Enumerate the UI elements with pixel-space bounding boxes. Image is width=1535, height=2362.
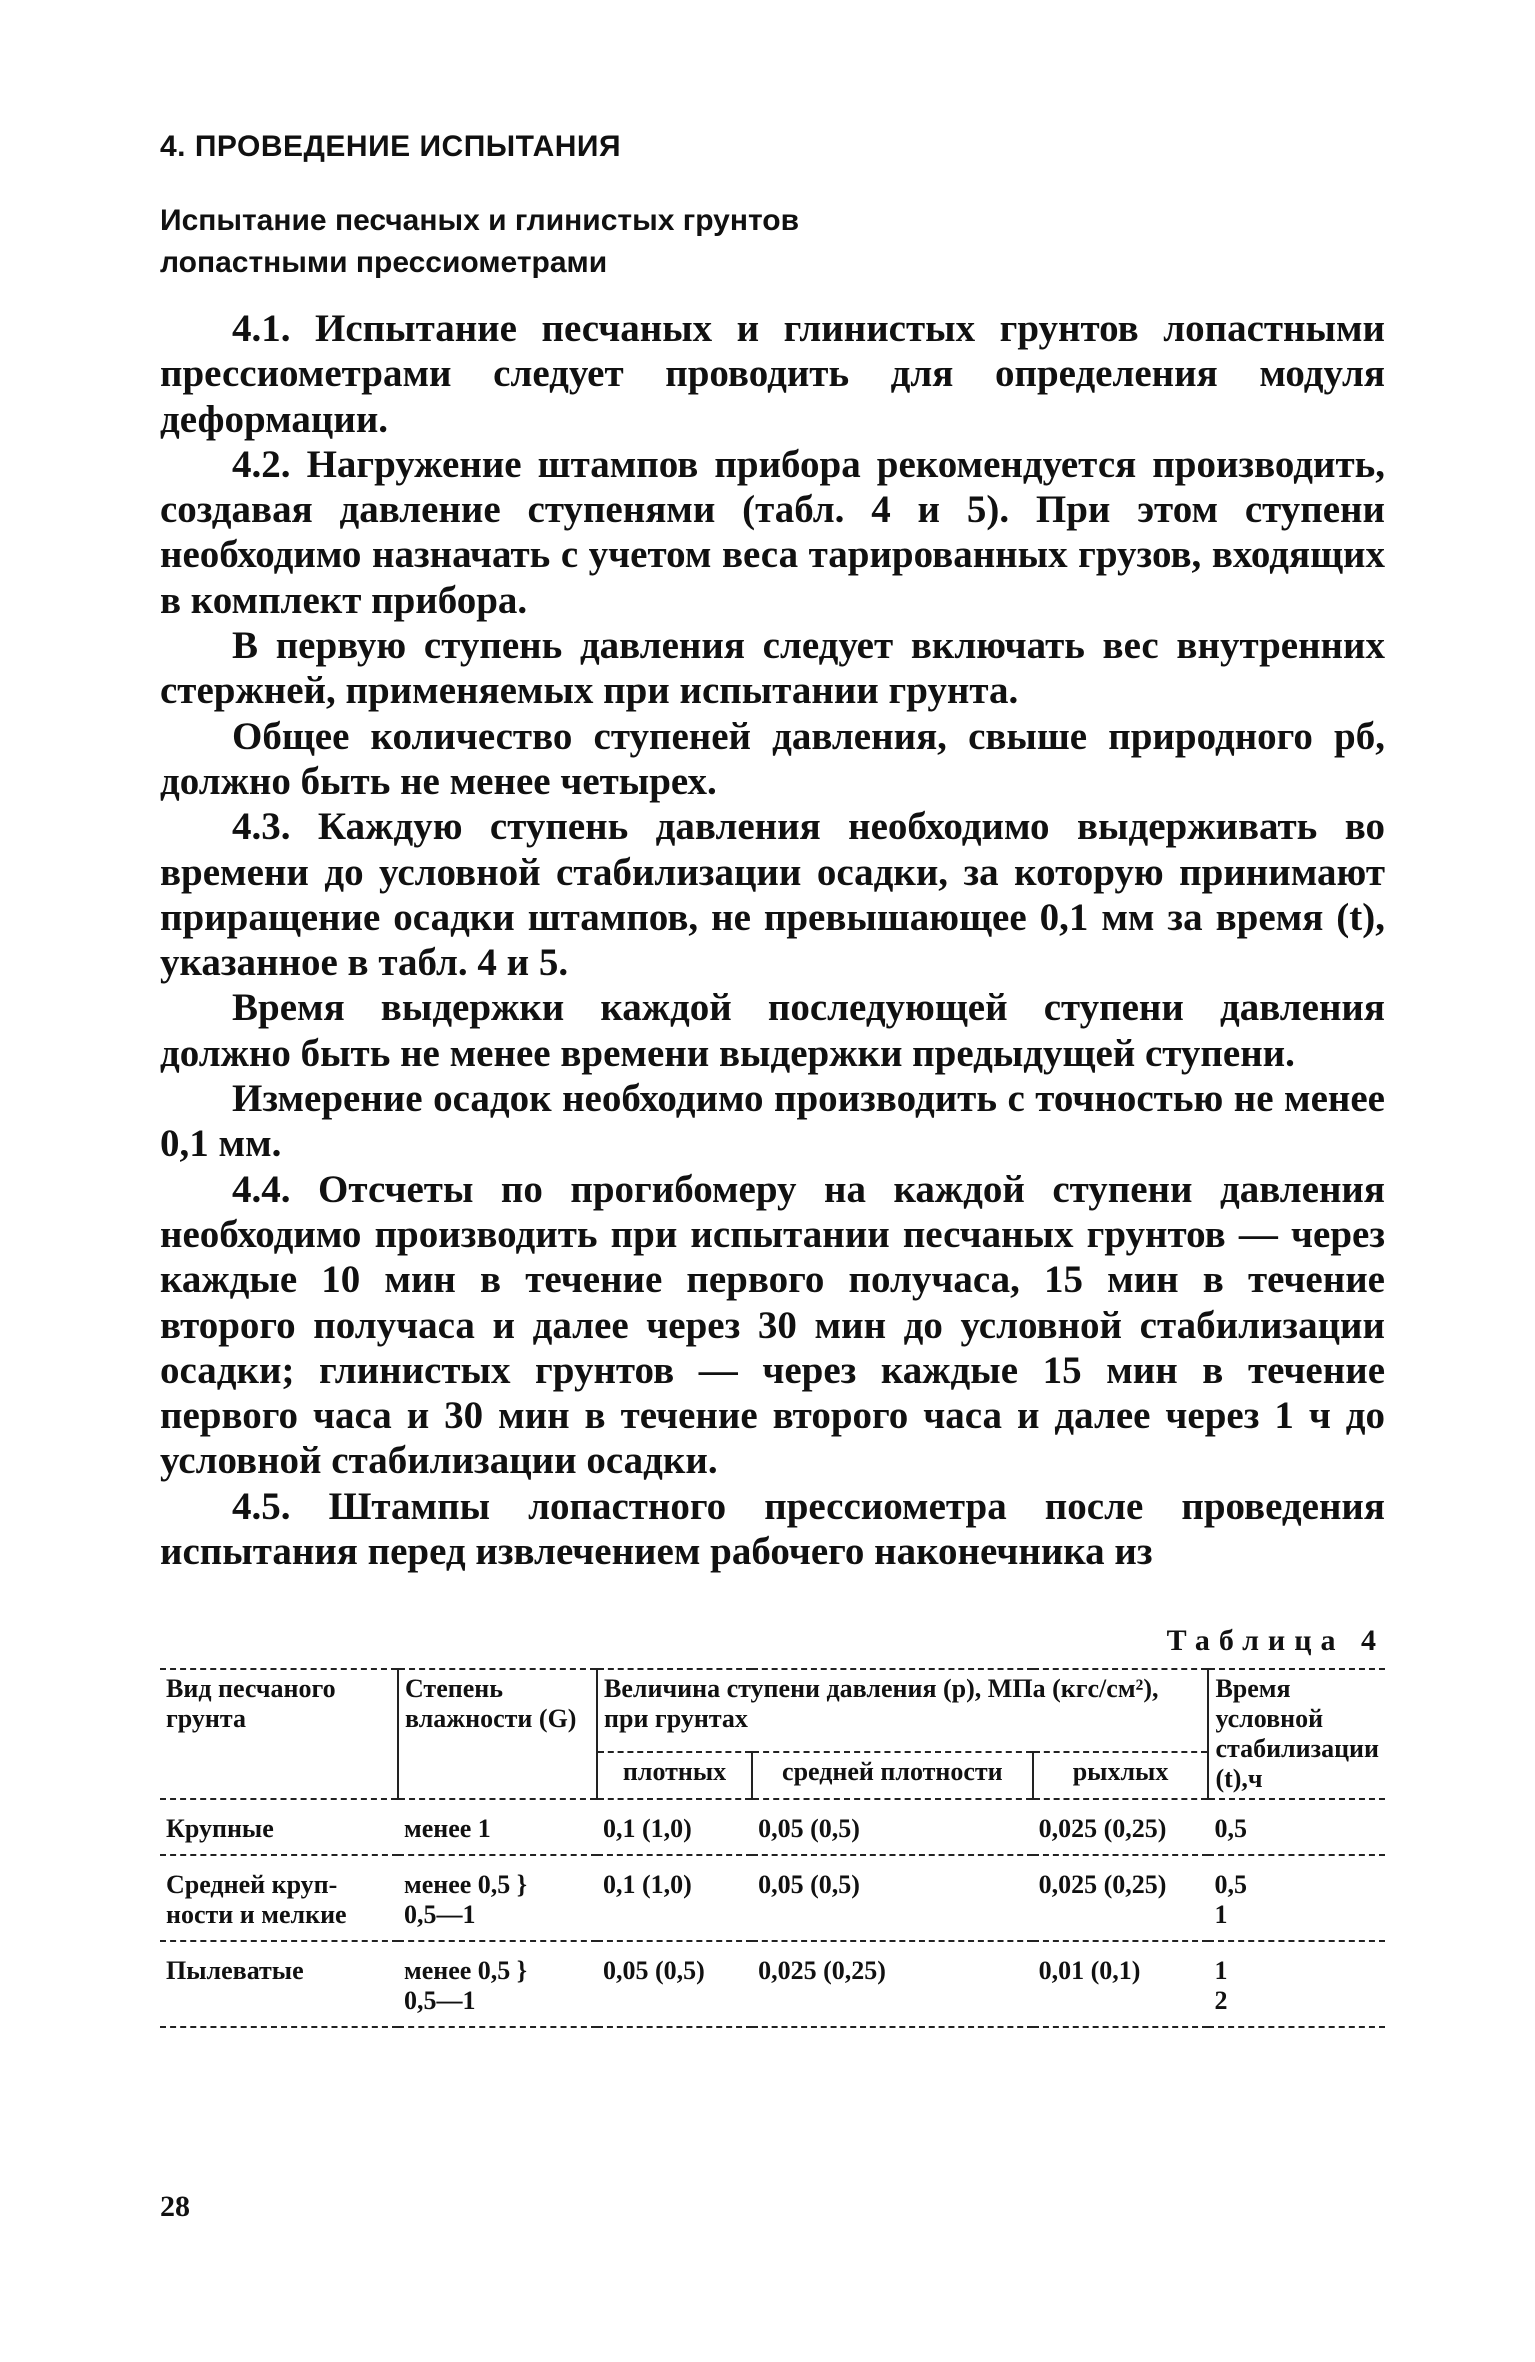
header-moisture: Степень влажности (G) bbox=[398, 1669, 597, 1799]
paragraph: 4.3. Каждую ступень давления необходимо выдерживать во времени до условной стабилизации осадки, за которую принимают приращение осадки штампов, не превышающее 0,1 мм за время (t), указанное в табл. 4 и 5. bbox=[160, 805, 1385, 985]
cell-time: 0,5 1 bbox=[1208, 1855, 1385, 1941]
cell-soil: Средней круп- ности и мелкие bbox=[160, 1855, 398, 1941]
paragraph: В первую ступень давления следует включать вес внутренних стержней, применяемых при испытании грунта. bbox=[160, 624, 1385, 713]
section-title: 4. ПРОВЕДЕНИЕ ИСПЫТАНИЯ bbox=[160, 130, 622, 163]
table-caption: Таблица 4 bbox=[1166, 1624, 1385, 1658]
cell-soil: Крупные bbox=[160, 1799, 398, 1855]
header-soil-type: Вид песчаного грунта bbox=[160, 1669, 398, 1799]
cell-loose: 0,025 (0,25) bbox=[1033, 1799, 1209, 1855]
cell-medium: 0,05 (0,5) bbox=[752, 1799, 1033, 1855]
header-loose: рыхлых bbox=[1033, 1752, 1209, 1799]
paragraph: Общее количество ступеней давления, свыше природного pб, должно быть не менее четырех. bbox=[160, 714, 1385, 803]
cell-moisture: менее 1 bbox=[398, 1799, 597, 1855]
cell-moisture: менее 0,5 } 0,5—1 bbox=[398, 1855, 597, 1941]
header-time: Время условной стабилизации (t),ч bbox=[1208, 1669, 1385, 1799]
table-row bbox=[160, 1941, 1385, 2027]
cell-dense: 0,1 (1,0) bbox=[597, 1799, 752, 1855]
page bbox=[160, 130, 1385, 2028]
data-table bbox=[160, 1668, 1385, 2028]
body-text bbox=[160, 306, 1385, 1574]
cell-loose: 0,025 (0,25) bbox=[1033, 1855, 1209, 1941]
header-medium: средней плотности bbox=[752, 1752, 1033, 1799]
table-row bbox=[160, 1799, 1385, 1855]
cell-medium: 0,05 (0,5) bbox=[752, 1855, 1033, 1941]
paragraph: 4.2. Нагружение штампов прибора рекомендуется производить, создавая давление ступенями (табл. 4 и 5). При этом ступени необходимо назначать с учетом веса тарированных грузов, входящих в комплект прибора. bbox=[160, 442, 1385, 622]
table-row bbox=[160, 1855, 1385, 1941]
cell-soil: Пылеватые bbox=[160, 1941, 398, 2027]
cell-time: 0,5 bbox=[1208, 1799, 1385, 1855]
cell-medium: 0,025 (0,25) bbox=[752, 1941, 1033, 2027]
paragraph: 4.1. Испытание песчаных и глинистых грунтов лопастными прессиометрами следует проводить для определения модуля деформации. bbox=[160, 307, 1385, 441]
cell-dense: 0,1 (1,0) bbox=[597, 1855, 752, 1941]
cell-loose: 0,01 (0,1) bbox=[1033, 1941, 1209, 2027]
paragraph: 4.5. Штампы лопастного прессиометра после проведения испытания перед извлечением рабочего наконечника из bbox=[160, 1484, 1385, 1574]
cell-dense: 0,05 (0,5) bbox=[597, 1941, 752, 2027]
paragraph: Измерение осадок необходимо производить с точностью не менее 0,1 мм. bbox=[160, 1077, 1385, 1166]
paragraph: 4.4. Отсчеты по прогибомеру на каждой ступени давления необходимо производить при испытании песчаных грунтов — через каждые 10 мин в течение первого получаса, 15 мин в течение второго получаса и далее через 30 мин до условной стабилизации осадки; глинистых грунтов — через каждые 15 мин в течение первого часа и 30 мин в течение второго часа и далее через 1 ч до условной стабилизации осадки. bbox=[160, 1167, 1385, 1483]
paragraph: Время выдержки каждой последующей ступени давления должно быть не менее времени выдержки предыдущей ступени. bbox=[160, 986, 1385, 1075]
page-number: 28 bbox=[160, 2190, 190, 2223]
cell-moisture: менее 0,5 } 0,5—1 bbox=[398, 1941, 597, 2027]
header-pressure-group: Величина ступени давления (p), МПа (кгс/см²), при грунтах bbox=[597, 1669, 1208, 1752]
header-dense: плотных bbox=[597, 1752, 752, 1799]
cell-time: 1 2 bbox=[1208, 1941, 1385, 2027]
subtitle: Испытание песчаных и глинистых грунтов лопастными прессиометрами bbox=[160, 204, 800, 279]
